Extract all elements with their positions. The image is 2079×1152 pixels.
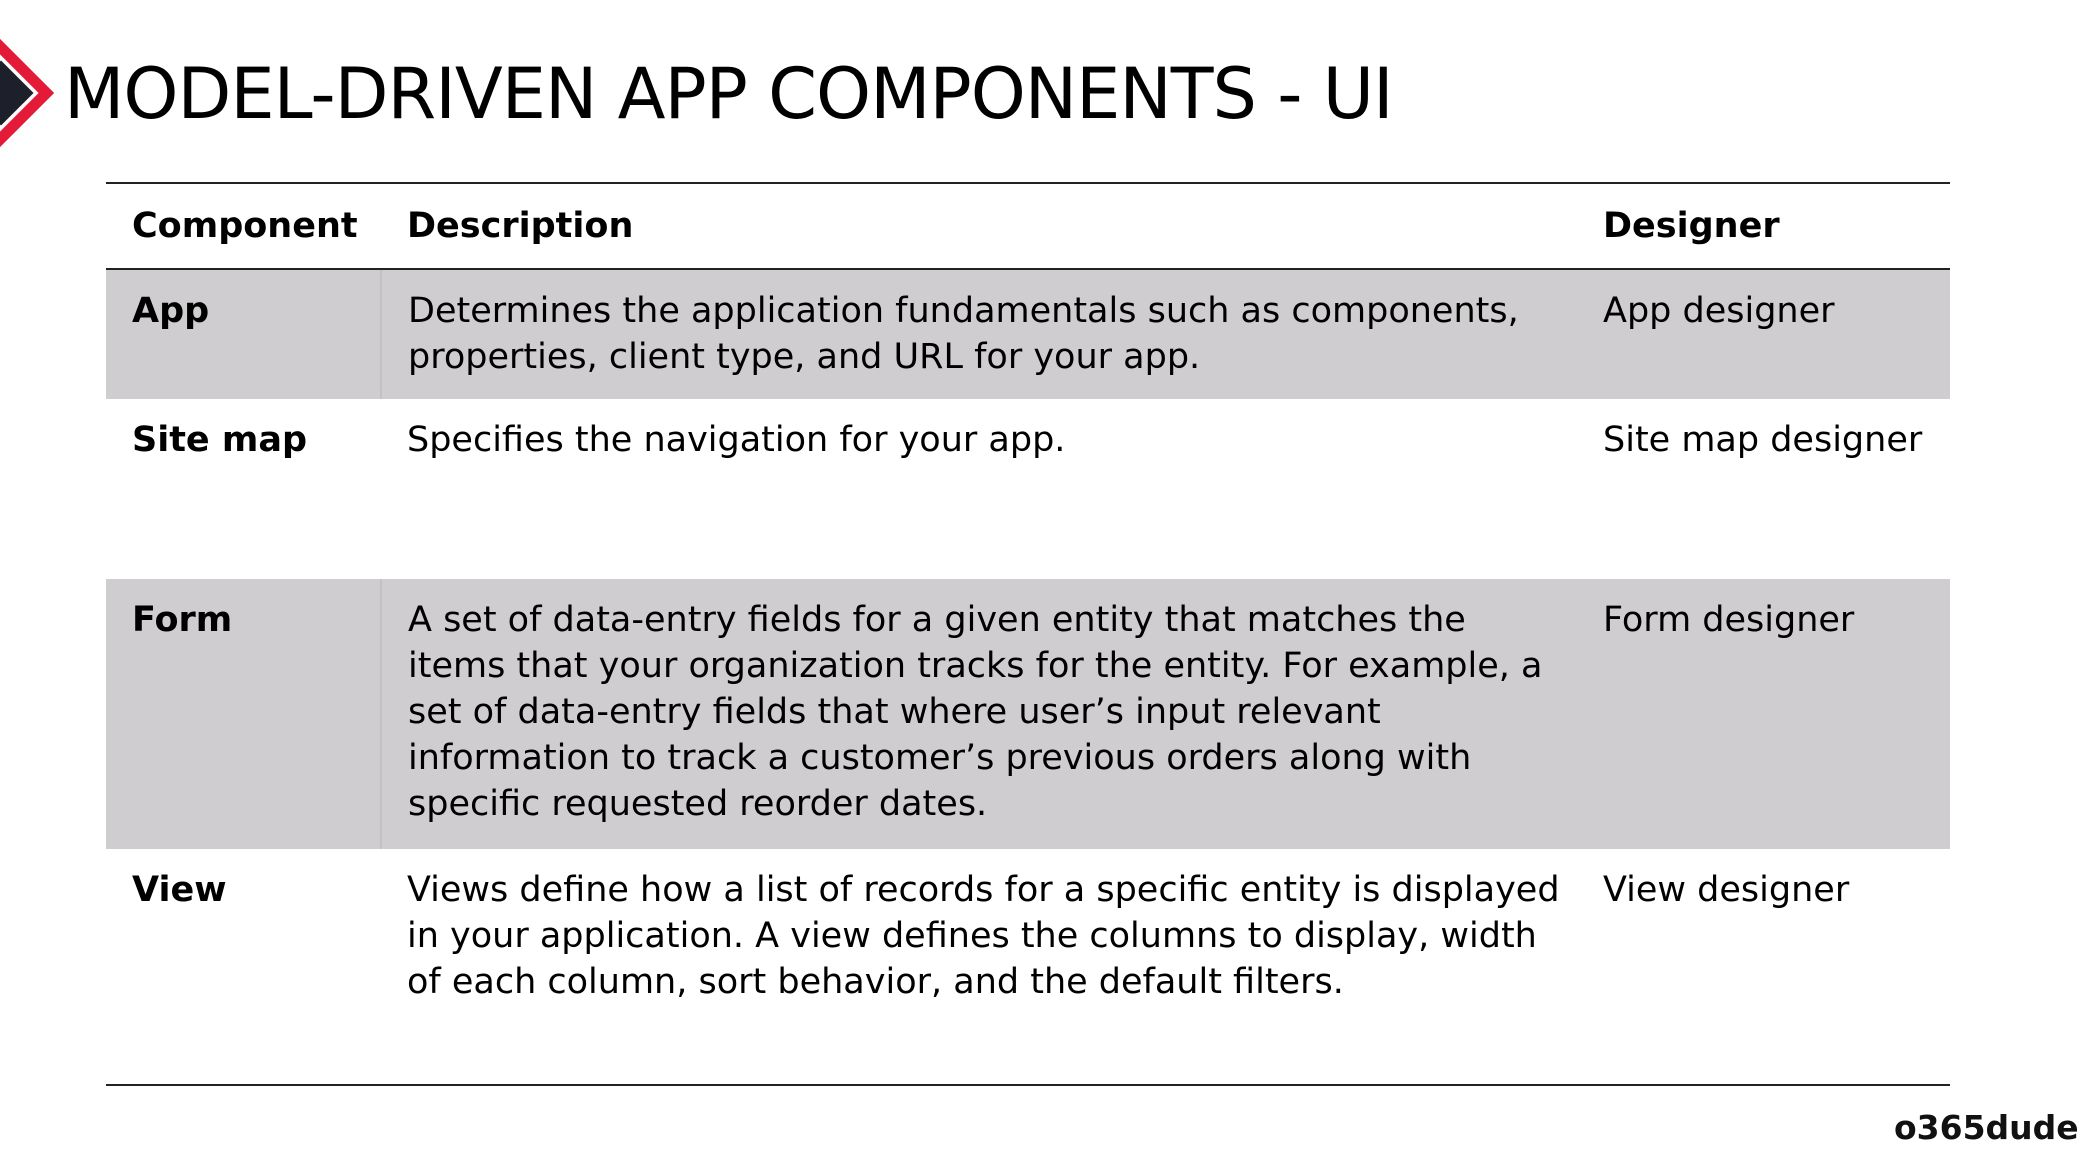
- cell-component: Form: [106, 579, 381, 849]
- header-designer: Designer: [1577, 183, 1950, 269]
- components-table: [106, 182, 1950, 1086]
- cell-component: App: [106, 269, 381, 399]
- cell-description: A set of data-entry fields for a given entity that matches the items that your organization tracks for the entity. For example, a set of data-entry fields that where user’s input relevant information to track a customer’s previous orders along with specific requested reorder dates.: [381, 579, 1577, 849]
- cell-component: View: [106, 849, 381, 1085]
- cell-description: Specifies the navigation for your app.: [407, 420, 1066, 460]
- components-table-wrapper: [106, 182, 1950, 1086]
- table-row-form: [106, 579, 1950, 849]
- cell-description: Determines the application fundamentals such as components, properties, client type, and URL for your app.: [381, 269, 1577, 399]
- table-header: [106, 183, 1950, 269]
- table-row-site-map: [106, 399, 1950, 579]
- table-body: [106, 269, 1950, 1085]
- table-row-app: [106, 269, 1950, 399]
- cell-designer: Site map designer: [1603, 420, 1923, 460]
- header-component: Component: [106, 183, 381, 269]
- brand-logo: o365dude: [1894, 1108, 2079, 1147]
- header-description: Description: [381, 183, 1577, 269]
- cell-description: Views define how a list of records for a specific entity is displayed in your application. A view defines the columns to display, width of each column, sort behavior, and the default filters.: [381, 849, 1577, 1085]
- cell-designer: View designer: [1577, 849, 1950, 1085]
- header-row: [106, 183, 1950, 269]
- table-row-view: [106, 849, 1950, 1085]
- slide-title: MODEL-DRIVEN APP COMPONENTS - UI: [64, 53, 1393, 135]
- cell-designer: App designer: [1577, 269, 1950, 399]
- cell-component: Site map: [132, 420, 307, 460]
- cell-designer: Form designer: [1577, 579, 1950, 849]
